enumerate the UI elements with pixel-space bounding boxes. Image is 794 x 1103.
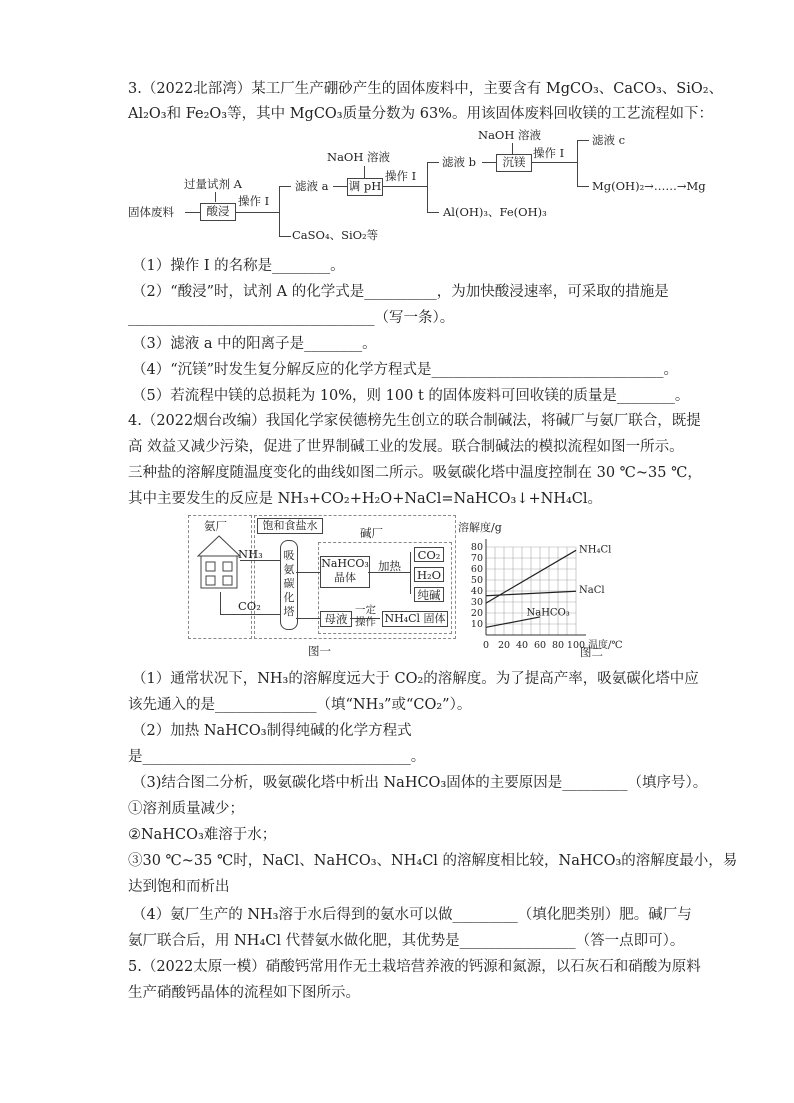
heat-label: 加热: [378, 559, 401, 573]
tower-char: 化: [283, 591, 295, 604]
factory-icon: [196, 534, 242, 592]
q4-sub1a: （1）通常状况下，NH₃的溶解度远大于 CO₂的溶解度。为了提高产率，吸氨碳化塔中应: [132, 671, 699, 687]
flow-op3: 操作 Ⅰ: [533, 146, 565, 160]
tower-char: 碳: [283, 577, 295, 590]
certain-op-line1: 一定: [355, 604, 376, 616]
co2-out-box: CO₂: [414, 547, 444, 562]
mother-liquor-box: 母液: [320, 611, 352, 627]
soda-plant-label: 碱厂: [360, 526, 383, 540]
y-tick-label: 40: [470, 586, 483, 597]
x-tick-label: 40: [515, 640, 529, 651]
fig2-ylabel: 溶解度/g: [458, 521, 502, 534]
series-label: NH₄Cl: [579, 544, 612, 556]
x-tick-label: 100: [566, 640, 586, 651]
q4-line2: 高 效益又减少污染，促进了世界制碱工业的发展。联合制碱法的模拟流程如图一所示。: [128, 439, 684, 455]
figure2-caption: 图二: [580, 645, 603, 659]
y-tick-label: 80: [470, 542, 483, 553]
q4-sub4b: 氨厂联合后，用 NH₄Cl 代替氨水做化肥，其优势是________________（答一点即可）。: [128, 933, 685, 949]
figure1-caption: 图一: [308, 644, 331, 658]
x-tick-label: 80: [551, 640, 565, 651]
crystal-line1: NaHCO₃: [321, 557, 369, 570]
nh3-label: NH₃: [238, 547, 263, 561]
flow-filtrate-a: 滤液 a: [295, 179, 329, 193]
q3-sub2b: __________________________________（写一条）。: [128, 310, 455, 326]
q4-option3b: 达到饱和而析出: [128, 879, 230, 895]
y-tick-label: 20: [470, 608, 483, 619]
tower-char: 氨: [283, 563, 295, 576]
ammonia-plant-label: 氨厂: [204, 519, 227, 533]
brine-box: 饱和食盐水: [257, 518, 323, 534]
q3-sub2a: （2）“酸浸”时，试剂 A 的化学式是__________，为加快酸浸速率，可采取的措施是: [132, 284, 669, 300]
certain-op-label: [355, 604, 376, 628]
nahco3-crystal-box: [320, 556, 370, 588]
q5-line2: 生产硝酸钙晶体的流程如下图所示。: [128, 985, 360, 1001]
flow-reagent-a: 过量试剂 A: [184, 177, 242, 191]
flow-caso4: CaSO₄、SiO₂等: [292, 228, 379, 242]
flow-hydroxides: Al(OH)₃、Fe(OH)₃: [443, 205, 547, 219]
q4-sub4a: （4）氨厂生产的 NH₃溶于水后得到的氨水可以做_________（填化肥类别）肥。碱厂与: [132, 907, 692, 923]
x-tick-label: 0: [482, 640, 490, 651]
co2-in-label: CO₂: [238, 599, 261, 613]
flow-mgoh: Mg(OH)₂→……→Mg: [592, 179, 706, 193]
y-tick-label: 30: [470, 597, 483, 608]
q4-line4: 其中主要发生的反应是 NH₃+CO₂+H₂O+NaCl=NaHCO₃↓+NH₄Cl。: [128, 491, 603, 507]
certain-op-line2: 操作: [355, 616, 376, 628]
q3-line1: 3.（2022北部湾）某工厂生产硼砂产生的固体废料中，主要含有 MgCO₃、CaCO₃、SiO₂、: [128, 81, 724, 97]
q4-option3a: ③30 ℃~35 ℃时，NaCl、NaHCO₃、NH₄Cl 的溶解度相比较，NaHCO₃的溶解度最小，易: [128, 853, 738, 869]
q5-line1: 5.（2022太原一模）硝酸钙常用作无土栽培营养液的钙源和氮源，以石灰石和硝酸为原料: [128, 959, 701, 975]
crystal-line2: 晶体: [334, 571, 356, 584]
q4-sub2a: （2）加热 NaHCO₃制得纯碱的化学方程式: [132, 723, 412, 739]
q4-line1: 4.（2022烟台改编）我国化学家侯德榜先生创立的联合制碱法，将碱厂与氨厂联合，既提: [128, 413, 701, 429]
y-tick-label: 60: [470, 564, 483, 575]
flow-op1: 操作 Ⅰ: [238, 194, 270, 208]
y-tick-label: 10: [470, 619, 483, 630]
q4-option1: ①溶剂质量减少；: [128, 801, 244, 817]
x-axis-label: 温度/℃: [588, 640, 623, 651]
soda-ash-box: 纯碱: [414, 587, 444, 602]
flow-filtrate-b: 滤液 b: [442, 155, 477, 169]
y-tick-label: 50: [470, 575, 483, 586]
q4-option2: ②NaHCO₃难溶于水；: [128, 827, 277, 843]
y-tick-label: 70: [470, 553, 483, 564]
q4-line3: 三种盐的溶解度随温度变化的曲线如图二所示。吸氨碳化塔中温度控制在 30 ℃~35 ℃，: [128, 465, 702, 481]
q3-sub4: （4）“沉镁”时发生复分解反应的化学方程式是________________________________。: [132, 362, 679, 378]
flow-naoh2: NaOH 溶液: [478, 128, 542, 142]
q4-sub2b: 是_____________________________________。: [128, 749, 426, 765]
series-label: NaHCO₃: [526, 607, 570, 619]
h2o-out-box: H₂O: [414, 567, 444, 582]
q4-sub3: （3)结合图二分析，吸氨碳化塔中析出 NaHCO₃固体的主要原因是_________（填序号）。: [132, 775, 708, 791]
series-label: NaCl: [579, 585, 605, 596]
q3-sub1: （1）操作 Ⅰ 的名称是________。: [132, 258, 345, 274]
q3-sub3: （3）滤液 a 中的阳离子是________。: [132, 336, 377, 352]
flow-filtrate-c: 滤液 c: [592, 133, 626, 147]
tower-char: 塔: [283, 605, 295, 618]
q3-line2: Al₂O₃和 Fe₂O₃等，其中 MgCO₃质量分数为 63%。用该固体废料回收镁的工艺流程如下：: [128, 106, 713, 122]
flow-acid-box: 酸浸: [200, 203, 236, 221]
flow-naoh1: NaOH 溶液: [327, 150, 391, 164]
solubility-chart: [458, 535, 668, 660]
flow-op2: 操作 Ⅰ: [385, 169, 417, 183]
tower-box: [280, 540, 298, 630]
flow-adjust-box: 调 pH: [347, 178, 383, 196]
flow-sink-box: 沉镁: [496, 154, 532, 172]
tower-char: 吸: [283, 549, 295, 562]
q3-sub5: （5）若流程中镁的总损耗为 10%，则 100 t 的固体废料可回收镁的质量是________。: [132, 388, 690, 404]
nh4cl-solid-box: NH₄Cl 固体: [382, 611, 448, 627]
flow-start: 固体废料: [128, 205, 174, 219]
x-tick-label: 60: [533, 640, 547, 651]
q4-sub1b: 该先通入的是______________（填“NH₃”或“CO₂”）。: [128, 697, 472, 713]
x-tick-label: 20: [497, 640, 511, 651]
